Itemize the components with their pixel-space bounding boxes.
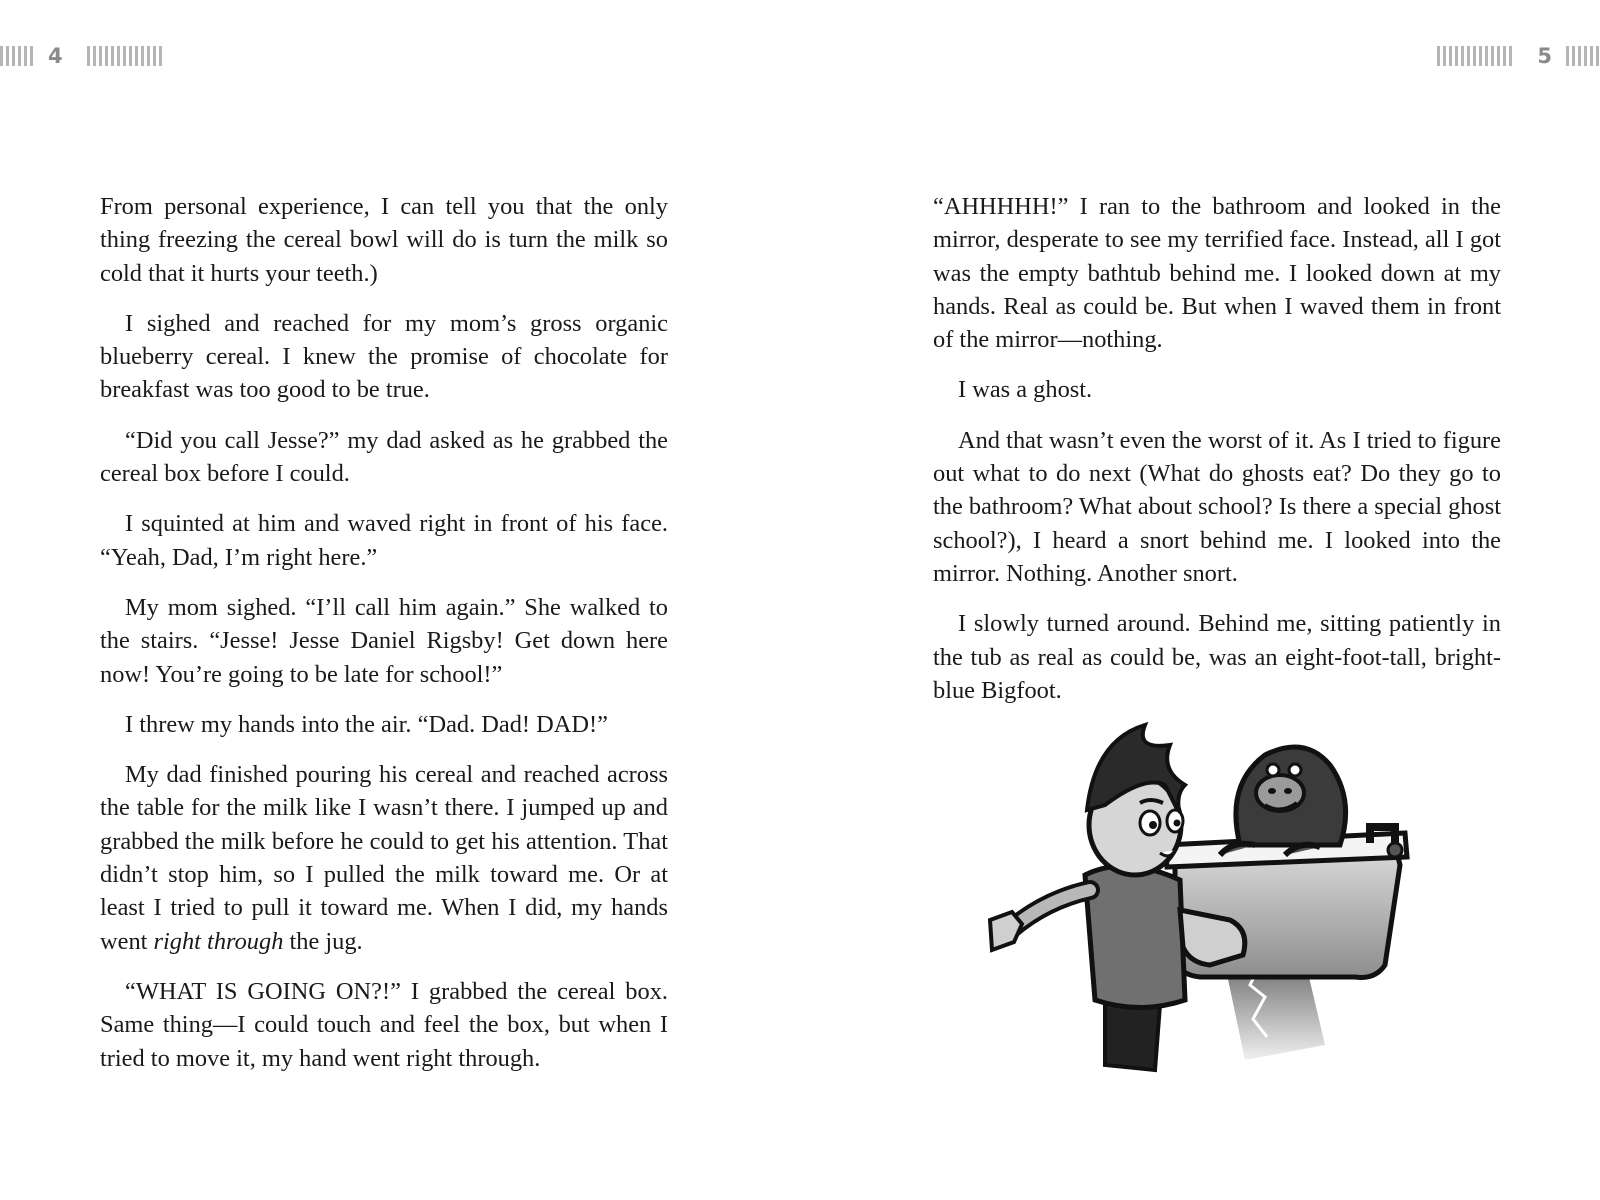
decorative-ornament [0, 46, 34, 66]
paragraph: My mom sighed. “I’ll call him again.” She walked to the stairs. “Jesse! Jesse Daniel Rigsby! Get down here now! You’re going to be late for school!” [100, 593, 668, 688]
page-number-right: 5 [1537, 44, 1552, 68]
paragraph [100, 758, 668, 958]
paragraph: And that wasn’t even the worst of it. As I tried to figure out what to do next (What do ghosts eat? Do they go to the bathroom? What about school? Is there a special ghost school?), I heard a snort behind me. I looked into the mirror. Nothing. Another snort. [933, 426, 1501, 587]
paragraph-text: My dad finished pouring his cereal and reached across the table for the milk like I wasn’t there. I jumped up and grabbed the milk before he could to get his attention. That didn’t stop him, so I pulled the milk toward me. Or at least I tried to pull it toward me. When I did, my hands went [100, 761, 668, 955]
running-head-right [1437, 44, 1600, 68]
decorative-ornament [1566, 46, 1600, 66]
paragraph: “WHAT IS GOING ON?!” I grabbed the cereal box. Same thing—I could touch and feel the box, but when I tried to move it, my hand went right through. [100, 977, 668, 1072]
bigfoot-character [1220, 747, 1346, 855]
paragraph: I sighed and reached for my mom’s gross organic blueberry cereal. I knew the promise of chocolate for breakfast was too good to be true. [100, 309, 668, 404]
paragraph: From personal experience, I can tell you that the only thing freezing the cereal bowl will do is turn the milk so cold that it hurts your teeth.) [100, 193, 668, 287]
page-number-left: 4 [48, 44, 63, 68]
paragraph: I slowly turned around. Behind me, sitting patiently in the tub as real as could be, was an eight-foot-tall, bright-blue Bigfoot. [933, 610, 1501, 704]
running-title-right [1437, 46, 1513, 66]
left-page-text [100, 190, 668, 1092]
paragraph: I was a ghost. [958, 376, 1093, 404]
emphasis-text: right through [153, 927, 284, 955]
right-page-text [933, 190, 1501, 724]
paragraph: I squinted at him and waved right in front of his face. “Yeah, Dad, I’m right here.” [100, 510, 668, 571]
paragraph-text: the jug. [283, 927, 363, 955]
running-head-left [0, 44, 163, 68]
paragraph: “Did you call Jesse?” my dad asked as he grabbed the cereal box before I could. [100, 426, 668, 488]
boy-and-bigfoot-illustration [975, 715, 1455, 1085]
paragraph: “AHHHHH!” I ran to the bathroom and looked in the mirror, desperate to see my terrified face. Instead, all I got was the empty bathtub behind me. I looked down at my hands. Real as could be. But when I waved them in front of the mirror—nothing. [933, 193, 1501, 354]
running-title-left [87, 46, 163, 66]
paragraph: I threw my hands into the air. “Dad. Dad! DAD!” [125, 710, 608, 738]
